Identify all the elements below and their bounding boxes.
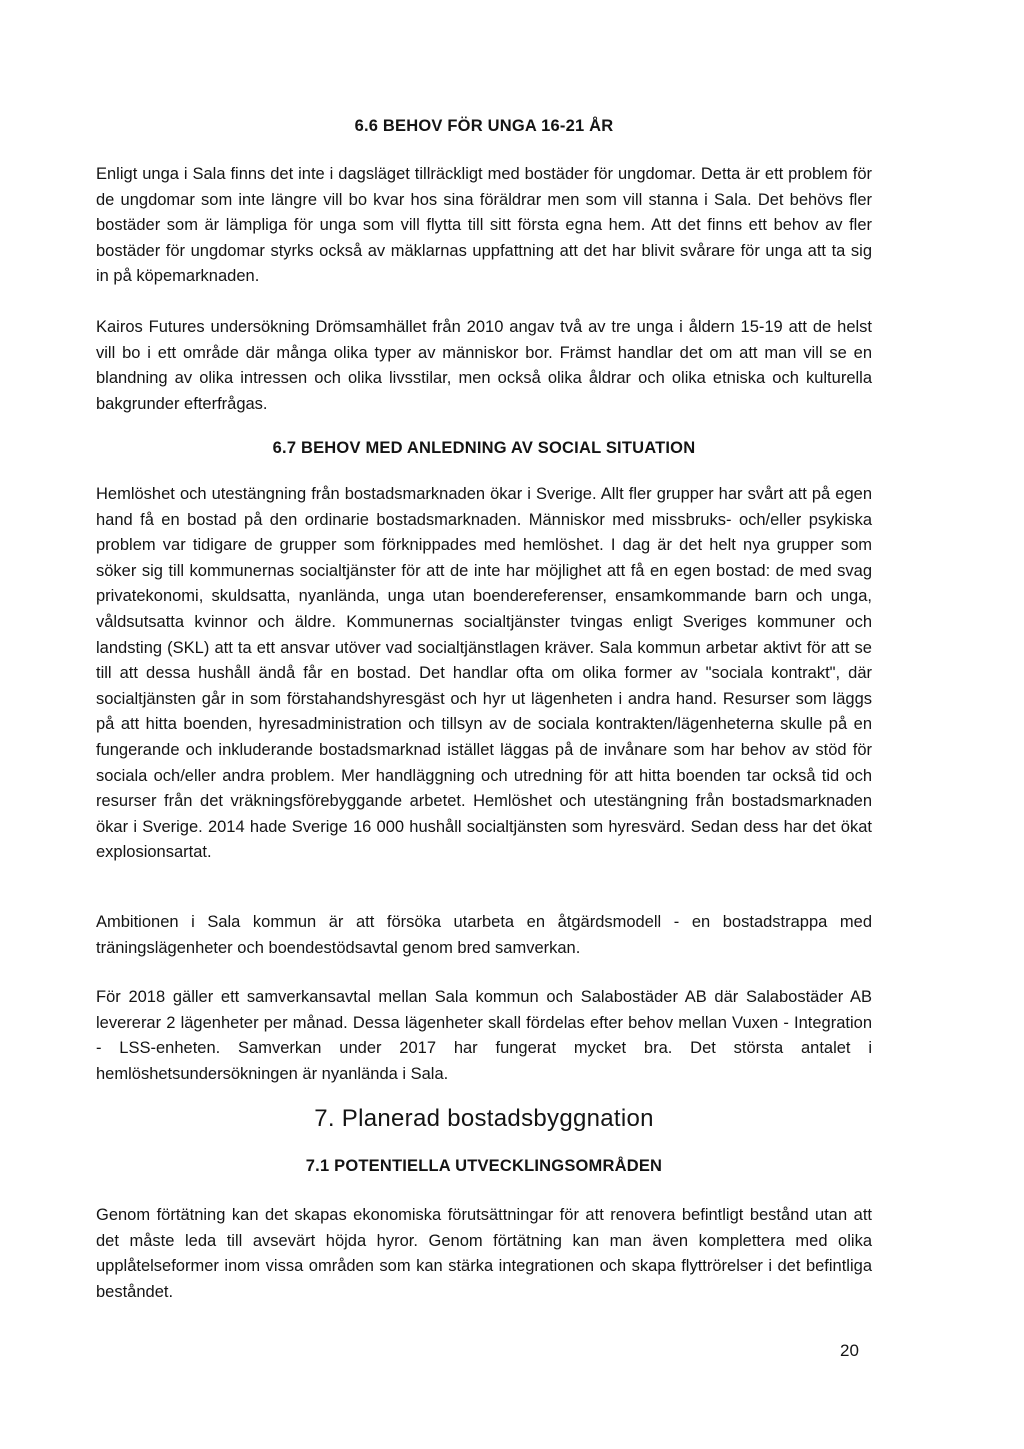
- chapter-title-7: 7. Planerad bostadsbyggnation: [314, 1105, 654, 1132]
- section-heading-6-6: 6.6 BEHOV FÖR UNGA 16-21 ÅR: [354, 117, 614, 135]
- section-heading-6-7: 6.7 BEHOV MED ANLEDNING AV SOCIAL SITUATION: [272, 439, 696, 457]
- paragraph-cooperation-agreement: För 2018 gäller ett samverkansavtal mellan Sala kommun och Salabostäder AB där Salabostäder AB levererar 2 lägenheter per månad. Dessa lägenheter skall fördelas efter behov mellan Vuxen - Integration - LSS-enheten. Samverkan under 2017 har fungerat mycket bra. Det största antalet i hemlöshetsundersökningen är nyanlända i Sala.: [96, 988, 872, 1083]
- paragraph-densification: Genom förtätning kan det skapas ekonomiska förutsättningar för att renovera befintligt bestånd utan att det måste leda till avsevärt höjda hyror. Genom förtätning kan man även komplettera med olika upplåtelseformer inom vissa områden som kan stärka integrationen och skapa flyttrörelser i det befintliga beståndet.: [96, 1206, 872, 1301]
- section-heading-7-1: 7.1 POTENTIELLA UTVECKLINGSOMRÅDEN: [305, 1157, 663, 1175]
- paragraph-youth-housing-need: Enligt unga i Sala finns det inte i dagsläget tillräckligt med bostäder för ungdomar. Detta är ett problem för de ungdomar som inte längre vill bo kvar hos sina föräldrar men som vill stanna i Sala. Det behövs fler bostäder som är lämpliga för unga som vill flytta till sitt första egna hem. Att det finns ett behov av fler bostäder för ungdomar styrks också av mäklarnas uppfattning att det har blivit svårare för unga att ta sig in på köpemarknaden.: [96, 165, 872, 286]
- paragraph-ambition: Ambitionen i Sala kommun är att försöka utarbeta en åtgärdsmodell - en bostadstrappa med träningslägenheter och boendestödsavtal genom bred samverkan.: [96, 913, 872, 957]
- paragraph-kairos-futures-survey: Kairos Futures undersökning Drömsamhället från 2010 angav två av tre unga i åldern 15-19 att de helst vill bo i ett område där många olika typer av människor bor. Främst handlar det om att man vill se en blandning av olika intressen och olika livsstilar, men också olika åldrar och olika etniska och kulturella bakgrunder efterfrågas.: [96, 318, 872, 413]
- paragraph-homelessness: Hemlöshet och utestängning från bostadsmarknaden ökar i Sverige. Allt fler grupper har svårt att på egen hand få en bostad på den ordinarie bostadsmarknaden. Människor med missbruks- och/eller psykiska problem var tidigare de grupper som förknippades med hemlöshet. I dag är det helt nya grupper som söker sig till kommunernas socialtjänster för att de inte har möjlighet att få en egen bostad: de med svag privatekonomi, skuldsatta, nyanlända, unga utan boendereferenser, ensamkommande barn och unga, våldsutsatta kvinnor och äldre. Kommunernas socialtjänster tvingas enligt Sveriges kommuner och landsting (SKL) att ta ett ansvar utöver vad socialtjänstlagen kräver. Sala kommun arbetar aktivt för att se till att dessa hushåll ändå får en bostad. Det handlar ofta om olika former av "sociala kontrakt", där socialtjänsten går in som förstahandshyresgäst och hyr ut lägenheten i andra hand. Resurser som läggs på att hitta boenden, hyresadministration och tillsyn av de sociala kontrakten/lägenheterna skulle på en fungerande och inkluderande bostadsmarknad istället läggas på de invånare som har behov av stöd för sociala och/eller andra problem. Mer handläggning och utredning för att hitta boenden tar också tid och resurser från det vräkningsförebyggande arbetet. Hemlöshet och utestängning från bostadsmarknaden ökar i Sverige. 2014 hade Sverige 16 000 hushåll socialtjänsten som hyresvärd. Sedan dess har det ökat explosionsartat.: [96, 485, 872, 862]
- page-number: 20: [840, 1341, 859, 1360]
